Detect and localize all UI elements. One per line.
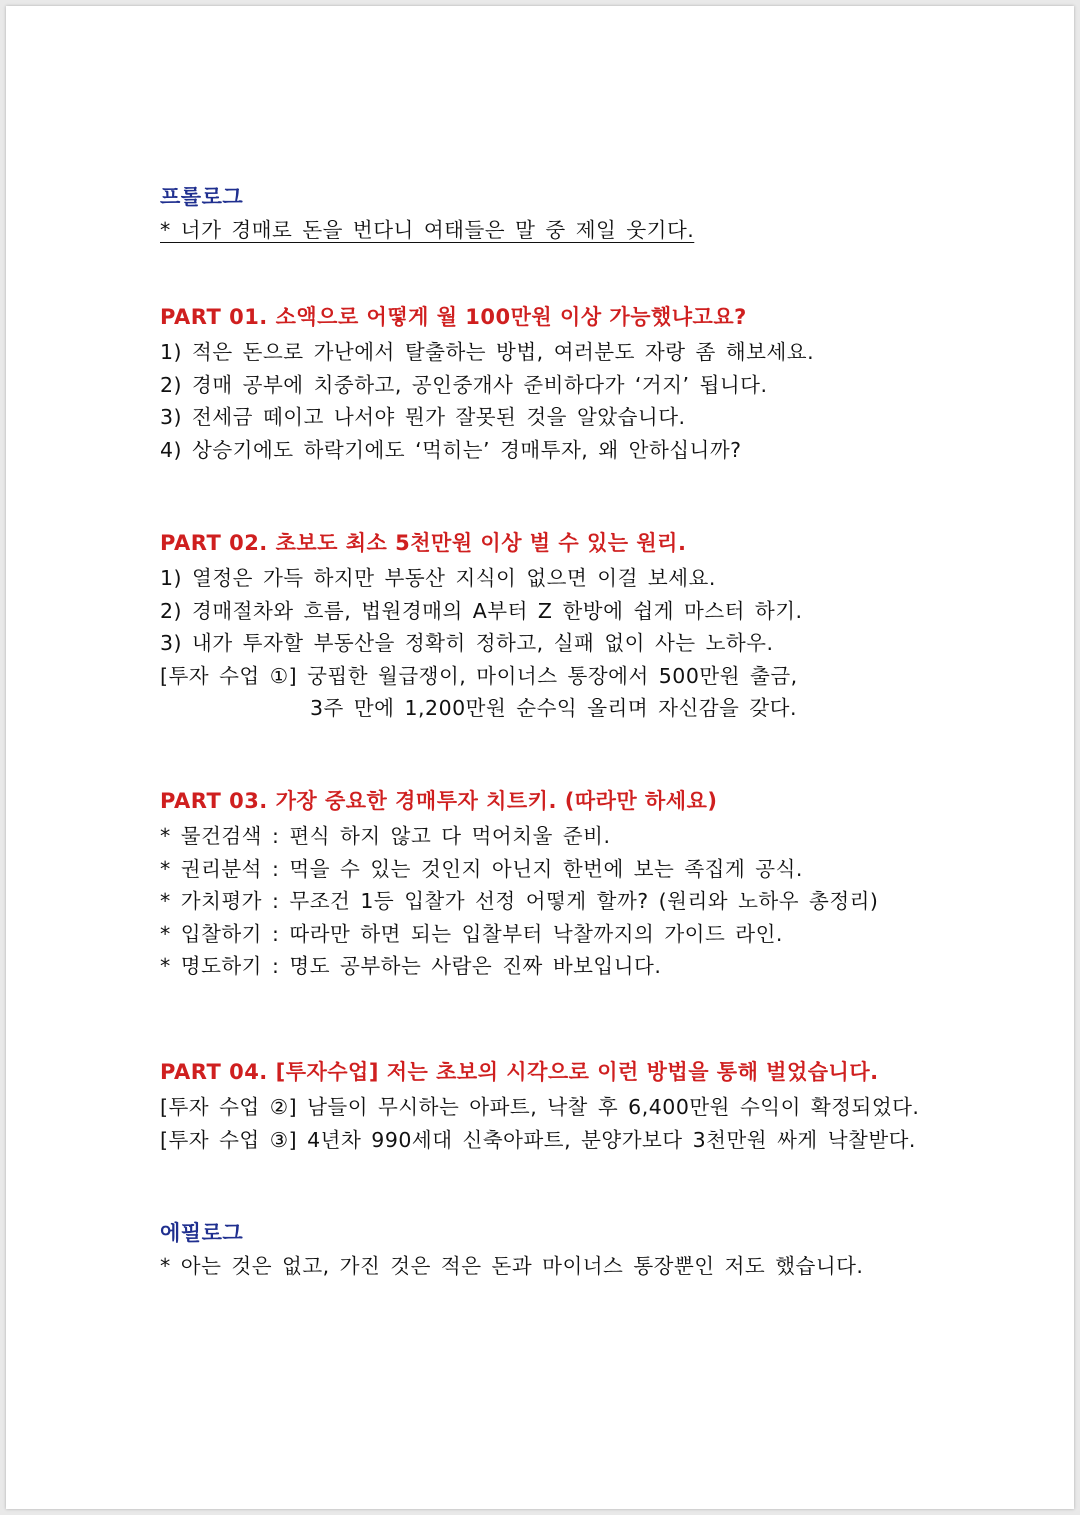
part4-line-2: [투자 수업 ③] 4년차 990세대 신축아파트, 분양가보다 3천만원 싸게 낙찰받다.: [160, 1127, 916, 1152]
part3-line-2: * 권리분석 : 먹을 수 있는 것인지 아닌지 한번에 보는 족집게 공식.: [160, 856, 803, 881]
part1-line-2: 2) 경매 공부에 치중하고, 공인중개사 준비하다가 ‘거지’ 됩니다.: [160, 372, 768, 397]
part4-section: [160, 1057, 1040, 1156]
part3-line-3: * 가치평가 : 무조건 1등 입찰가 선정 어떻게 할까? (원리와 노하우 총정리): [160, 889, 879, 913]
part2-line-4: [투자 수업 ①] 궁핍한 월급쟁이, 마이너스 통장에서 500만원 출금,: [160, 663, 798, 688]
part3-line-1: * 물건검색 : 편식 하지 않고 다 먹어치울 준비.: [160, 824, 611, 848]
part2-line-1: 1) 열정은 가득 하지만 부동산 지식이 없으면 이걸 보세요.: [160, 566, 716, 590]
part2-title: PART 02. 초보도 최소 5천만원 이상 벌 수 있는 원리.: [160, 531, 687, 555]
part2-line-3: 3) 내가 투자할 부동산을 정확히 정하고, 실패 없이 사는 노하우.: [160, 631, 774, 655]
part1-line-3: 3) 전세금 떼이고 나서야 뭔가 잘못된 것을 알았습니다.: [160, 405, 686, 429]
epilogue-title: 에필로그: [160, 1221, 244, 1245]
part4-line-1: [투자 수업 ②] 남들이 무시하는 아파트, 낙찰 후 6,400만원 수익이 확정되었다.: [160, 1095, 920, 1119]
prologue-line: * 너가 경매로 돈을 번다니 여태들은 말 중 제일 웃기다.: [160, 218, 695, 242]
part3-section: [160, 786, 1040, 983]
part1-line-1: 1) 적은 돈으로 가난에서 탈출하는 방법, 여러분도 자랑 좀 해보세요.: [160, 340, 815, 364]
document-page: [6, 6, 1074, 1509]
part3-line-4: * 입찰하기 : 따라만 하면 되는 입찰부터 낙찰까지의 가이드 라인.: [160, 921, 783, 946]
prologue-section: [160, 182, 1040, 247]
part2-section: [160, 528, 1040, 725]
part1-line-4: 4) 상승기에도 하락기에도 ‘먹히는’ 경매투자, 왜 안하십니까?: [160, 437, 742, 462]
part3-title: PART 03. 가장 중요한 경매투자 치트키. (따라만 하세요): [160, 789, 718, 813]
part1-section: [160, 302, 1040, 466]
part2-line-2: 2) 경매절차와 흐름, 법원경매의 A부터 Z 한방에 쉽게 마스터 하기.: [160, 598, 803, 623]
part4-title: PART 04. [투자수업] 저는 초보의 시각으로 이런 방법을 통해 벌었습니다.: [160, 1060, 879, 1084]
prologue-title: 프롤로그: [160, 185, 244, 209]
epilogue-section: [160, 1218, 1040, 1283]
part3-line-5: * 명도하기 : 명도 공부하는 사람은 진짜 바보입니다.: [160, 954, 662, 978]
epilogue-line: * 아는 것은 없고, 가진 것은 적은 돈과 마이너스 통장뿐인 저도 했습니다.: [160, 1254, 864, 1278]
part2-line-5: 3주 만에 1,200만원 순수익 올리며 자신감을 갖다.: [310, 696, 797, 720]
part1-title: PART 01. 소액으로 어떻게 월 100만원 이상 가능했냐고요?: [160, 305, 747, 329]
